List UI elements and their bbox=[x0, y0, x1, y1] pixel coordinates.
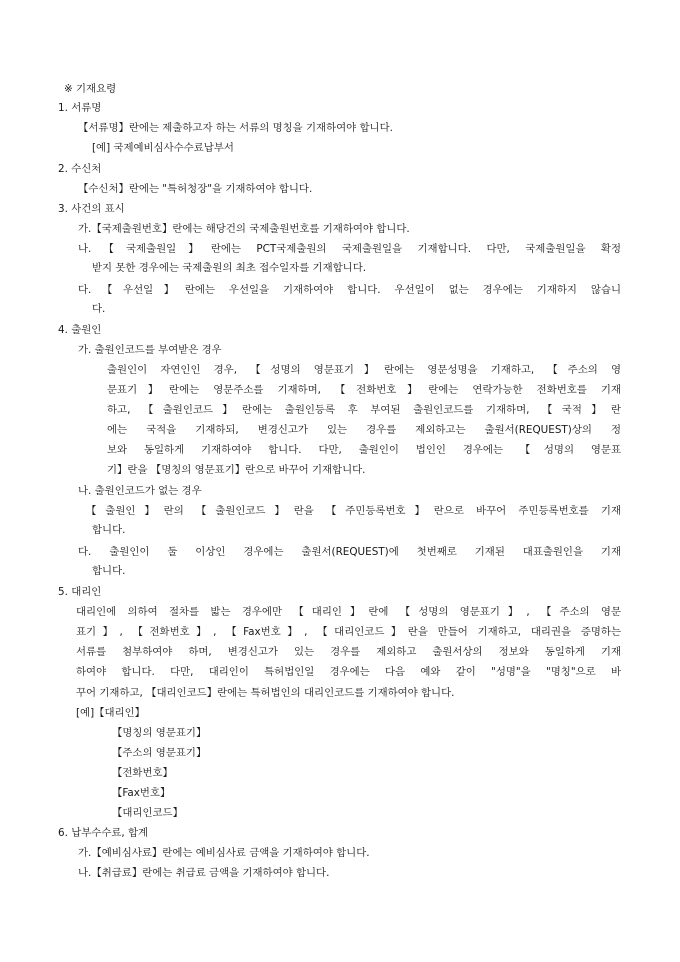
section-6-item-na: 나.【취급료】란에는 취급료 금액을 기재하여야 합니다. bbox=[78, 867, 330, 879]
section-2-text: 【수신처】란에는 "특허청장"을 기재하여야 합니다. bbox=[78, 183, 313, 195]
section-5-example: [예]【대리인】 bbox=[76, 707, 146, 719]
notes-header: ※ 기재요령 bbox=[64, 83, 117, 95]
section-5-example-item: 【주소의 영문표기】 bbox=[112, 747, 207, 759]
section-1-title: 1. 서류명 bbox=[58, 102, 102, 114]
section-4-na-title: 나. 출원인코드가 없는 경우 bbox=[78, 485, 202, 497]
section-3-item-na-line1: 나.【국제출원일】란에는 PCT국제출원의 국제출원일을 기재합니다. 다만, 국제출원일을 확정 bbox=[78, 243, 621, 255]
section-5-para-line4: 하여야 합니다. 다만, 대리인이 특허법인일 경우에는 다음 예와 같이 "성명"을 "명칭"으로 바 bbox=[76, 666, 621, 678]
section-2-title: 2. 수신처 bbox=[58, 163, 102, 175]
section-5-example-item: 【전화번호】 bbox=[112, 767, 173, 779]
section-4-title: 4. 출원인 bbox=[58, 324, 102, 336]
section-4-ga-line5: 보와 동일하게 기재하여야 합니다. 다만, 출원인이 법인인 경우에는 【성명의 영문표 bbox=[107, 444, 621, 456]
section-4-ga-line4: 에는 국적을 기재하되, 변경신고가 있는 경우를 제외하고는 출원서(REQUEST)상의 정 bbox=[107, 424, 621, 436]
section-5-para-line5: 꾸어 기재하고, 【대리인코드】란에는 특허법인의 대리인코드를 기재하여야 합니다. bbox=[76, 687, 455, 699]
section-3-item-na-line2: 받지 못한 경우에는 국제출원의 최초 접수일자를 기재합니다. bbox=[92, 262, 367, 274]
section-4-ga-line1: 출원인이 자연인인 경우, 【성명의 영문표기】란에는 영문성명을 기재하고, 【주소의 영 bbox=[107, 364, 621, 376]
section-5-example-item: 【Fax번호】 bbox=[112, 787, 171, 799]
section-6-title: 6. 납부수수료, 합계 bbox=[58, 827, 149, 839]
section-6-item-ga: 가.【예비심사료】란에는 예비심사료 금액을 기재하여야 합니다. bbox=[78, 847, 370, 859]
section-5-para-line3: 서류를 첨부하여야 하며, 변경신고가 있는 경우를 제외하고 출원서상의 정보와 동일하게 기재 bbox=[76, 646, 621, 658]
section-4-ga-line6: 기】란을 【명칭의 영문표기】란으로 바꾸어 기재합니다. bbox=[107, 464, 366, 476]
section-1-example: [예] 국제예비심사수수료납부서 bbox=[92, 142, 234, 154]
section-4-ga-line3: 하고, 【출원인코드】란에는 출원인등록 후 부여된 출원인코드를 기재하며, 【국적】란 bbox=[107, 404, 621, 416]
section-4-na-line1: 【출원인】란의 【출원인코드】란을 【주민등록번호】란으로 바꾸어 주민등록번호를 기재 bbox=[86, 505, 621, 517]
section-4-ga-title: 가. 출원인코드를 부여받은 경우 bbox=[78, 344, 222, 356]
section-5-para-line1: 대리인에 의하여 절차를 밟는 경우에만 【대리인】란에 【성명의 영문표기】, 【주소의 영문 bbox=[76, 606, 621, 618]
section-4-da-line1: 다. 출원인이 둘 이상인 경우에는 출원서(REQUEST)에 첫번째로 기재된 대표출원인을 기재 bbox=[78, 546, 621, 558]
section-4-da-line2: 합니다. bbox=[92, 565, 126, 577]
section-4-na-line2: 합니다. bbox=[92, 524, 126, 536]
section-5-para-line2: 표기】, 【전화번호】, 【Fax번호】, 【대리인코드】란을 만들어 기재하고, 대리권을 증명하는 bbox=[76, 626, 621, 638]
section-5-title: 5. 대리인 bbox=[58, 586, 102, 598]
section-3-title: 3. 사건의 표시 bbox=[58, 203, 125, 215]
section-3-item-ga: 가.【국제출원번호】란에는 해당건의 국제출원번호를 기재하여야 합니다. bbox=[78, 223, 410, 235]
section-5-example-item: 【명칭의 영문표기】 bbox=[112, 727, 207, 739]
section-3-item-da-line1: 다.【우선일】란에는 우선일을 기재하여야 합니다. 우선일이 없는 경우에는 기재하지 않습니 bbox=[78, 284, 621, 296]
section-1-text: 【서류명】란에는 제출하고자 하는 서류의 명칭을 기재하여야 합니다. bbox=[78, 122, 393, 134]
section-5-example-item: 【대리인코드】 bbox=[112, 807, 183, 819]
section-4-ga-line2: 문표기】란에는 영문주소를 기재하며, 【전화번호】란에는 연락가능한 전화번호를 기재 bbox=[107, 384, 621, 396]
section-3-item-da-line2: 다. bbox=[92, 303, 106, 315]
